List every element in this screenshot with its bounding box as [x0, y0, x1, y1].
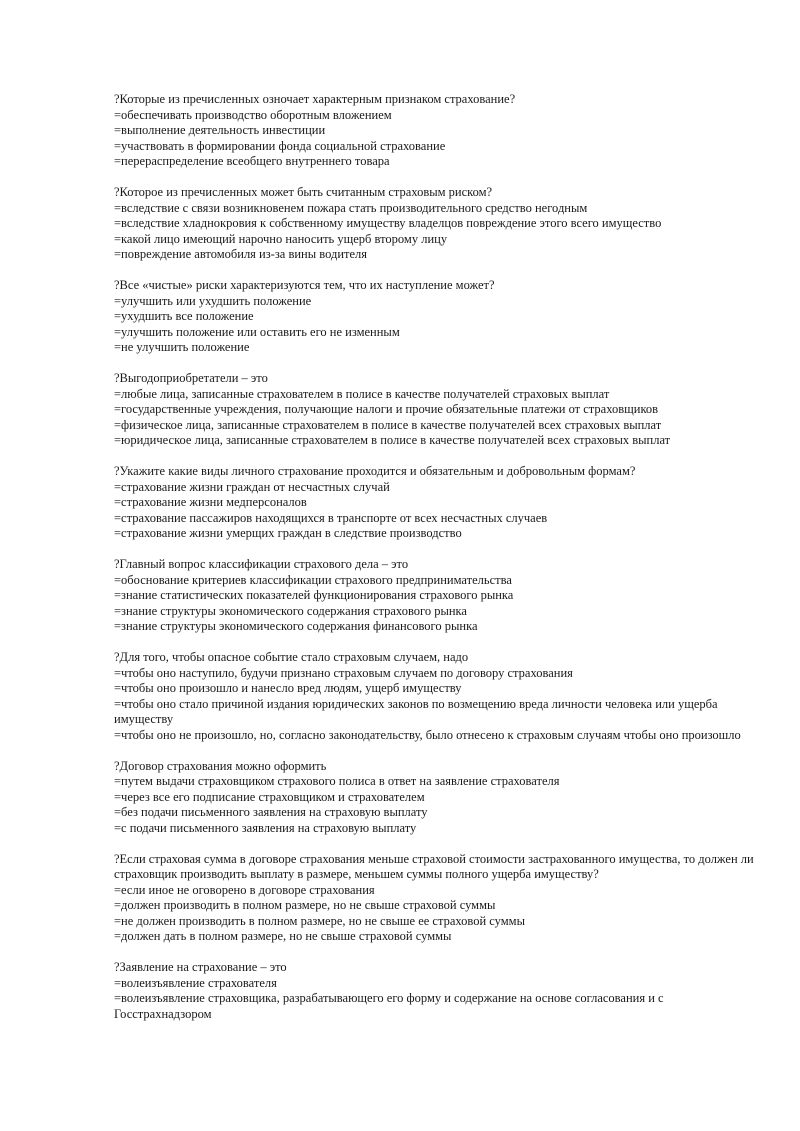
- answer-option: =перераспределение всеобщего внутреннего товара: [114, 154, 390, 168]
- answer-option: =без подачи письменного заявления на страховую выплату: [114, 805, 428, 819]
- answer-option: =знание структуры экономического содержания финансового рынка: [114, 619, 478, 633]
- answer-option: =не улучшить положение: [114, 340, 250, 354]
- answer-option: =обоснование критериев классификации страхового предпринимательства: [114, 572, 512, 587]
- question-text: ?Договор страхования можно оформить: [114, 758, 327, 773]
- answer-option: =повреждение автомобиля из-за вины водителя: [114, 247, 368, 261]
- answer-option: =участвовать в формировании фонда социальной страхование: [114, 138, 446, 153]
- question-text: ?Укажите какие виды личного страхование проходится и обязательным и добровольным формам?: [114, 464, 636, 478]
- question-block: [114, 759, 754, 837]
- answer-option: =выполнение деятельность инвестиции: [114, 123, 326, 137]
- answer-option: =ухудшить все положение: [114, 309, 254, 323]
- answer-option: =вследствие хладнокровия к собственному имуществу владелцов повреждение этого всего имущество: [114, 216, 662, 230]
- answer-option: =чтобы оно не произошло, но, согласно законодательству, было отнесено к страховым случаям чтобы оно произошло: [114, 727, 741, 742]
- answer-option: =страхование жизни граждан от несчастных случай: [114, 479, 390, 494]
- question-text: ?Для того, чтобы опасное событие стало страховым случаем, надо: [114, 650, 469, 664]
- answer-option: =улучшить положение или оставить его не изменным: [114, 324, 400, 339]
- answer-option: =не должен производить в полном размере, но не свыше ее страховой суммы: [114, 913, 525, 928]
- answer-option: =если иное не оговорено в договоре страхования: [114, 882, 375, 897]
- answer-option: =знание статистических показателей функционирования страхового рынка: [114, 588, 514, 602]
- answer-option: =юридическое лица, записанные страхователем в полисе в качестве получателей всех страховых выплат: [114, 433, 671, 447]
- question-text: ?Которое из пречисленных может быть считанным страховым риском?: [114, 185, 493, 199]
- question-block: [114, 185, 754, 263]
- answer-option: =через все его подписание страховщиком и страхователем: [114, 789, 425, 804]
- question-block: [114, 464, 754, 542]
- question-block: [114, 960, 754, 1022]
- answer-option: =должен производить в полном размере, но не свыше страховой суммы: [114, 898, 496, 912]
- question-text: ?Если страховая сумма в договоре страхования меньше страховой стоимости застрахованного имущества, то должен ли страховщик производить выплату в размере, меньшем суммы полного ущерба имуществу?: [114, 851, 754, 881]
- question-text: ?Главный вопрос классификации страхового дела – это: [114, 557, 409, 571]
- answer-option: =обеспечивать производство оборотным вложением: [114, 107, 392, 122]
- answer-option: =чтобы оно произошло и нанесло вред людям, ущерб имуществу: [114, 681, 462, 695]
- answer-option: =волеизъявление страхователя: [114, 975, 277, 990]
- question-text: ?Которые из пречисленных озночает характерным признаком страхование?: [114, 92, 516, 106]
- question-block: [114, 852, 754, 945]
- question-text: ?Все «чистые» риски характеризуются тем, что их наступление может?: [114, 278, 495, 292]
- document-page: [114, 92, 754, 1038]
- answer-option: =путем выдачи страховщиком страхового полиса в ответ на заявление страхователя: [114, 774, 560, 788]
- answer-option: =физическое лица, записанные страхователем в полисе в качестве получателей всех страховых выплат: [114, 417, 662, 432]
- answer-option: =улучшить или ухудшить положение: [114, 293, 312, 308]
- answer-option: =страхование пассажиров находящихся в транспорте от всех несчастных случаев: [114, 510, 548, 525]
- question-block: [114, 557, 754, 635]
- answer-option: =с подачи письменного заявления на страховую выплату: [114, 820, 417, 835]
- question-block: [114, 650, 754, 743]
- answer-option: =волеизъявление страховщика, разрабатывающего его форму и содержание на основе согласования и с Госстрахнадзором: [114, 991, 664, 1021]
- answer-option: =знание структуры экономического содержания страхового рынка: [114, 603, 467, 618]
- answer-option: =государственные учреждения, получающие налоги и прочие обязательные платежи от страховщиков: [114, 402, 659, 416]
- answer-option: =страхование жизни медперсоналов: [114, 495, 307, 509]
- question-text: ?Выгодоприобретатели – это: [114, 371, 268, 385]
- question-block: [114, 371, 754, 449]
- question-block: [114, 278, 754, 356]
- answer-option: =чтобы оно наступило, будучи признано страховым случаем по договору страхования: [114, 665, 573, 680]
- question-text: ?Заявление на страхование – это: [114, 960, 287, 974]
- answer-option: =должен дать в полном размере, но не свыше страховой суммы: [114, 929, 452, 943]
- answer-option: =чтобы оно стало причиной издания юридических законов по возмещению вреда личности человека или ущерба имуществу: [114, 696, 718, 726]
- answer-option: =страхование жизни умерщих граждан в следствие производство: [114, 526, 462, 540]
- answer-option: =любые лица, записанные страхователем в полисе в качестве получателей страховых выплат: [114, 386, 610, 401]
- answer-option: =какой лицо имеющий нарочно наносить ущерб второму лицу: [114, 231, 448, 246]
- answer-option: =вследствие с связи возникновенем пожара стать производительного средство негодным: [114, 200, 588, 215]
- question-block: [114, 92, 754, 170]
